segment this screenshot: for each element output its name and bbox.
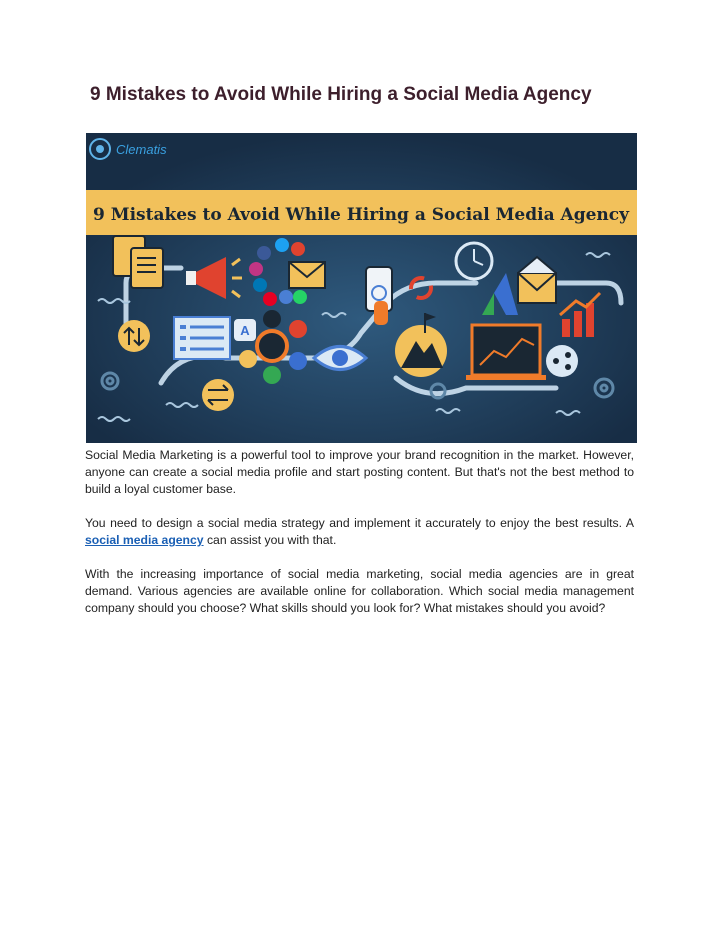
intro-paragraph: Social Media Marketing is a powerful tool to improve your brand recognition in the market. However, anyone can create a social media profile and start posting content. But that's not the best method to build a loyal customer base. [85,448,634,496]
analytics-laptop-icon [466,325,546,380]
sort-arrows-icon [118,320,150,352]
logo-text: Clematis [116,142,167,157]
strategy-paragraph [85,515,634,549]
swap-arrows-icon [202,379,234,411]
mail-icon [289,262,325,288]
svg-text:A: A [240,323,250,338]
questions-paragraph: With the increasing importance of social media marketing, social media agencies are in great demand. Various agencies are available online for collaboration. Which social media management company should you choose? What skills should you look for? What mistakes should you avoid? [85,567,634,615]
dashboard-panel-icon [174,317,230,359]
social-media-agency-link[interactable]: social media agency [85,533,204,547]
banner-text: 9 Mistakes to Avoid While Hiring a Social Media Agency [93,205,629,225]
page-title: 9 Mistakes to Avoid While Hiring a Social Media Agency [90,84,592,105]
hero-image [86,133,637,443]
strategy-text-end: can assist you with that. [203,533,337,547]
share-bubble-icon [546,345,578,377]
strategy-text-start: You need to design a social media strategy and implement it accurately to enjoy the best results. A [85,516,634,530]
